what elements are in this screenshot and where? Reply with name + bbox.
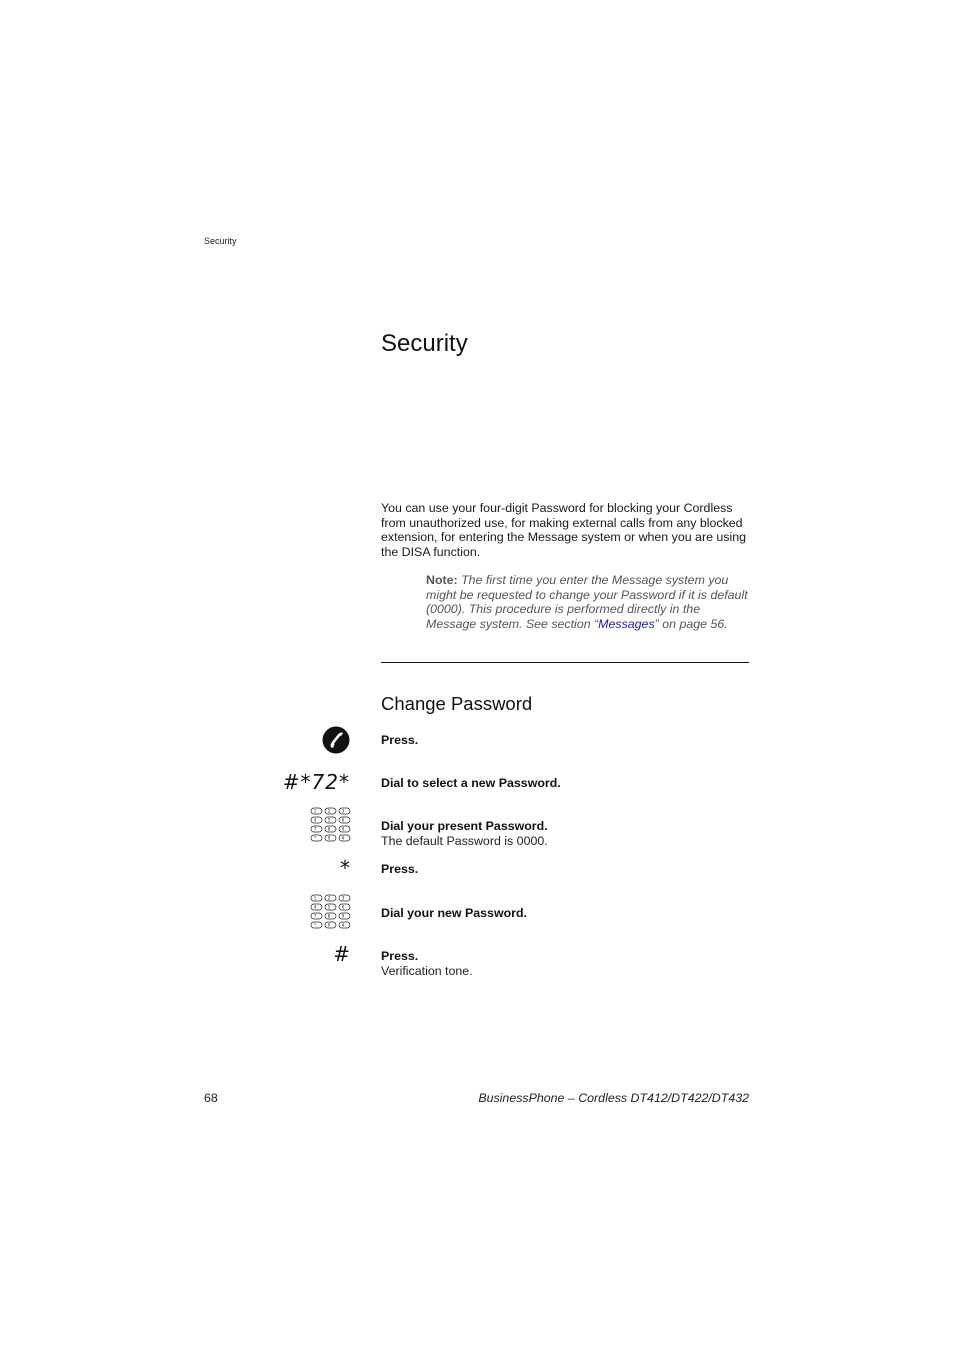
note-paragraph [426, 573, 752, 631]
svg-text:7: 7 [313, 913, 317, 919]
messages-link[interactable]: Messages [598, 616, 655, 631]
step-2-instruction: Dial to select a new Password. [381, 776, 561, 790]
handset-icon [322, 726, 350, 754]
code-sequence: #*72* [282, 770, 350, 794]
intro-paragraph: You can use your four-digit Password for blocking your Cordless from unauthorized use, for making external calls from any blocked extension, for entering the Message system or when you are using the DISA function. [381, 501, 747, 559]
step-4 [381, 862, 751, 877]
document-title: BusinessPhone – Cordless DT412/DT422/DT432 [478, 1091, 749, 1105]
svg-text:*: * [314, 922, 316, 928]
step-6-instruction: Press. [381, 949, 419, 963]
section-title: Change Password [381, 693, 533, 714]
svg-text:5: 5 [327, 817, 331, 823]
note-label: Note: [426, 573, 458, 587]
step-2 [381, 776, 751, 791]
svg-text:1: 1 [313, 808, 317, 814]
step-1 [381, 733, 751, 748]
svg-text:*: * [314, 835, 316, 841]
svg-text:7: 7 [313, 826, 317, 832]
page-number: 68 [204, 1091, 218, 1105]
step-6-note: Verification tone. [381, 963, 473, 978]
step-3-instruction: Dial your present Password. [381, 819, 548, 833]
step-3 [381, 819, 751, 848]
step-4-instruction: Press. [381, 862, 419, 876]
svg-text:3: 3 [341, 808, 345, 814]
keypad-icon [310, 807, 351, 842]
running-header: Security [204, 236, 237, 246]
star-key: * [340, 856, 350, 880]
svg-text:#: # [341, 835, 345, 841]
svg-text:6: 6 [341, 817, 345, 823]
note-text-after: ” on page 56. [654, 616, 728, 631]
section-divider [381, 662, 749, 663]
hash-key: # [333, 942, 350, 966]
svg-text:0: 0 [327, 922, 331, 928]
step-5-instruction: Dial your new Password. [381, 906, 527, 920]
step-1-instruction: Press. [381, 733, 419, 747]
svg-text:#: # [341, 922, 345, 928]
keypad-icon [310, 894, 351, 929]
step-5 [381, 906, 751, 921]
page-title: Security [381, 330, 468, 357]
svg-text:4: 4 [313, 904, 317, 910]
svg-text:6: 6 [341, 904, 345, 910]
svg-text:2: 2 [327, 808, 331, 814]
svg-text:1: 1 [313, 895, 317, 901]
step-6 [381, 949, 751, 978]
svg-text:8: 8 [327, 913, 331, 919]
svg-text:0: 0 [327, 835, 331, 841]
svg-text:3: 3 [341, 895, 345, 901]
note-text-before: The first time you enter the Message system you might be requested to change your Password if it is default (0000). This procedure is performed directly in the Message system. See section “ [426, 573, 748, 631]
svg-text:5: 5 [327, 904, 331, 910]
svg-text:4: 4 [313, 817, 317, 823]
svg-text:8: 8 [327, 826, 331, 832]
step-3-note: The default Password is 0000. [381, 833, 548, 848]
svg-text:9: 9 [341, 826, 345, 832]
svg-text:9: 9 [341, 913, 345, 919]
svg-text:2: 2 [327, 895, 331, 901]
